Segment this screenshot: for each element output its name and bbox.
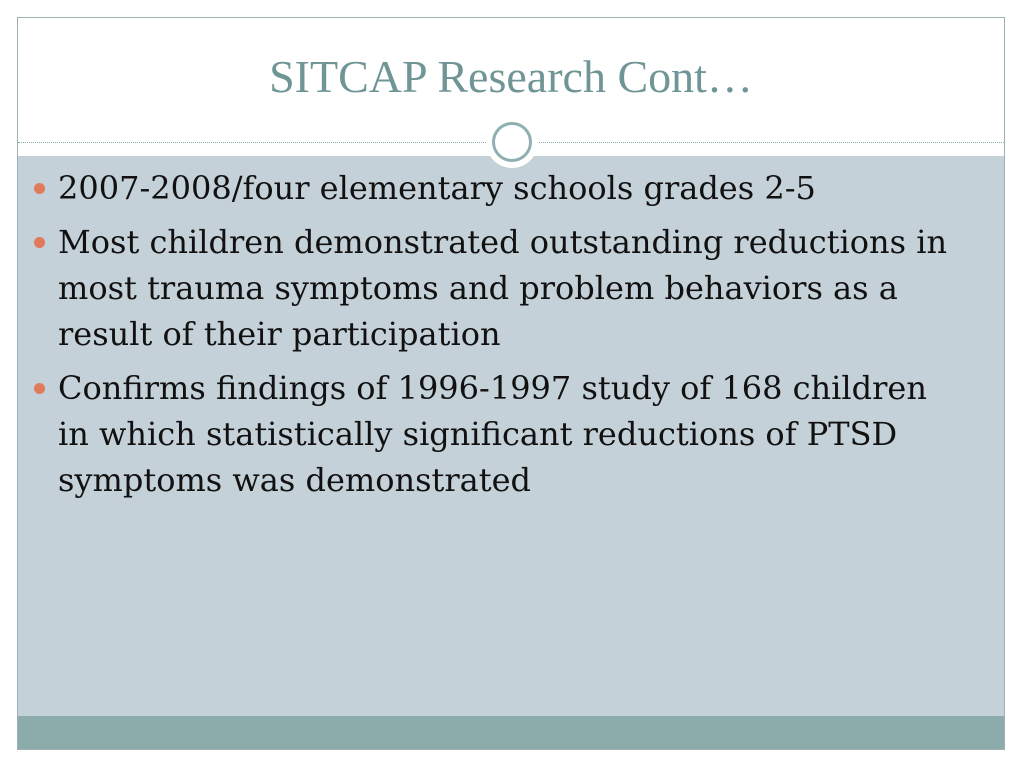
bullet-item <box>30 365 965 503</box>
dot-bullet-icon <box>34 183 45 194</box>
bullet-text: Confirms findings of 1996-1997 study of 168 children in which statistically significant reductions of PTSD symptoms was demonstrated <box>58 369 927 499</box>
footer-bar <box>18 716 1004 750</box>
dot-bullet-icon <box>34 383 45 394</box>
bullet-text: 2007-2008/four elementary schools grades 2-5 <box>58 169 816 207</box>
bullet-item <box>30 165 965 211</box>
bullet-text: Most children demonstrated outstanding reductions in most trauma symptoms and problem behaviors as a result of their participation <box>58 223 948 353</box>
bullet-item <box>30 219 965 357</box>
dot-bullet-icon <box>34 237 45 248</box>
bullet-list <box>30 165 965 511</box>
circle-ring-icon <box>486 116 538 168</box>
slide-title: SITCAP Research Cont… <box>269 51 753 102</box>
ornament-ring <box>492 122 532 162</box>
